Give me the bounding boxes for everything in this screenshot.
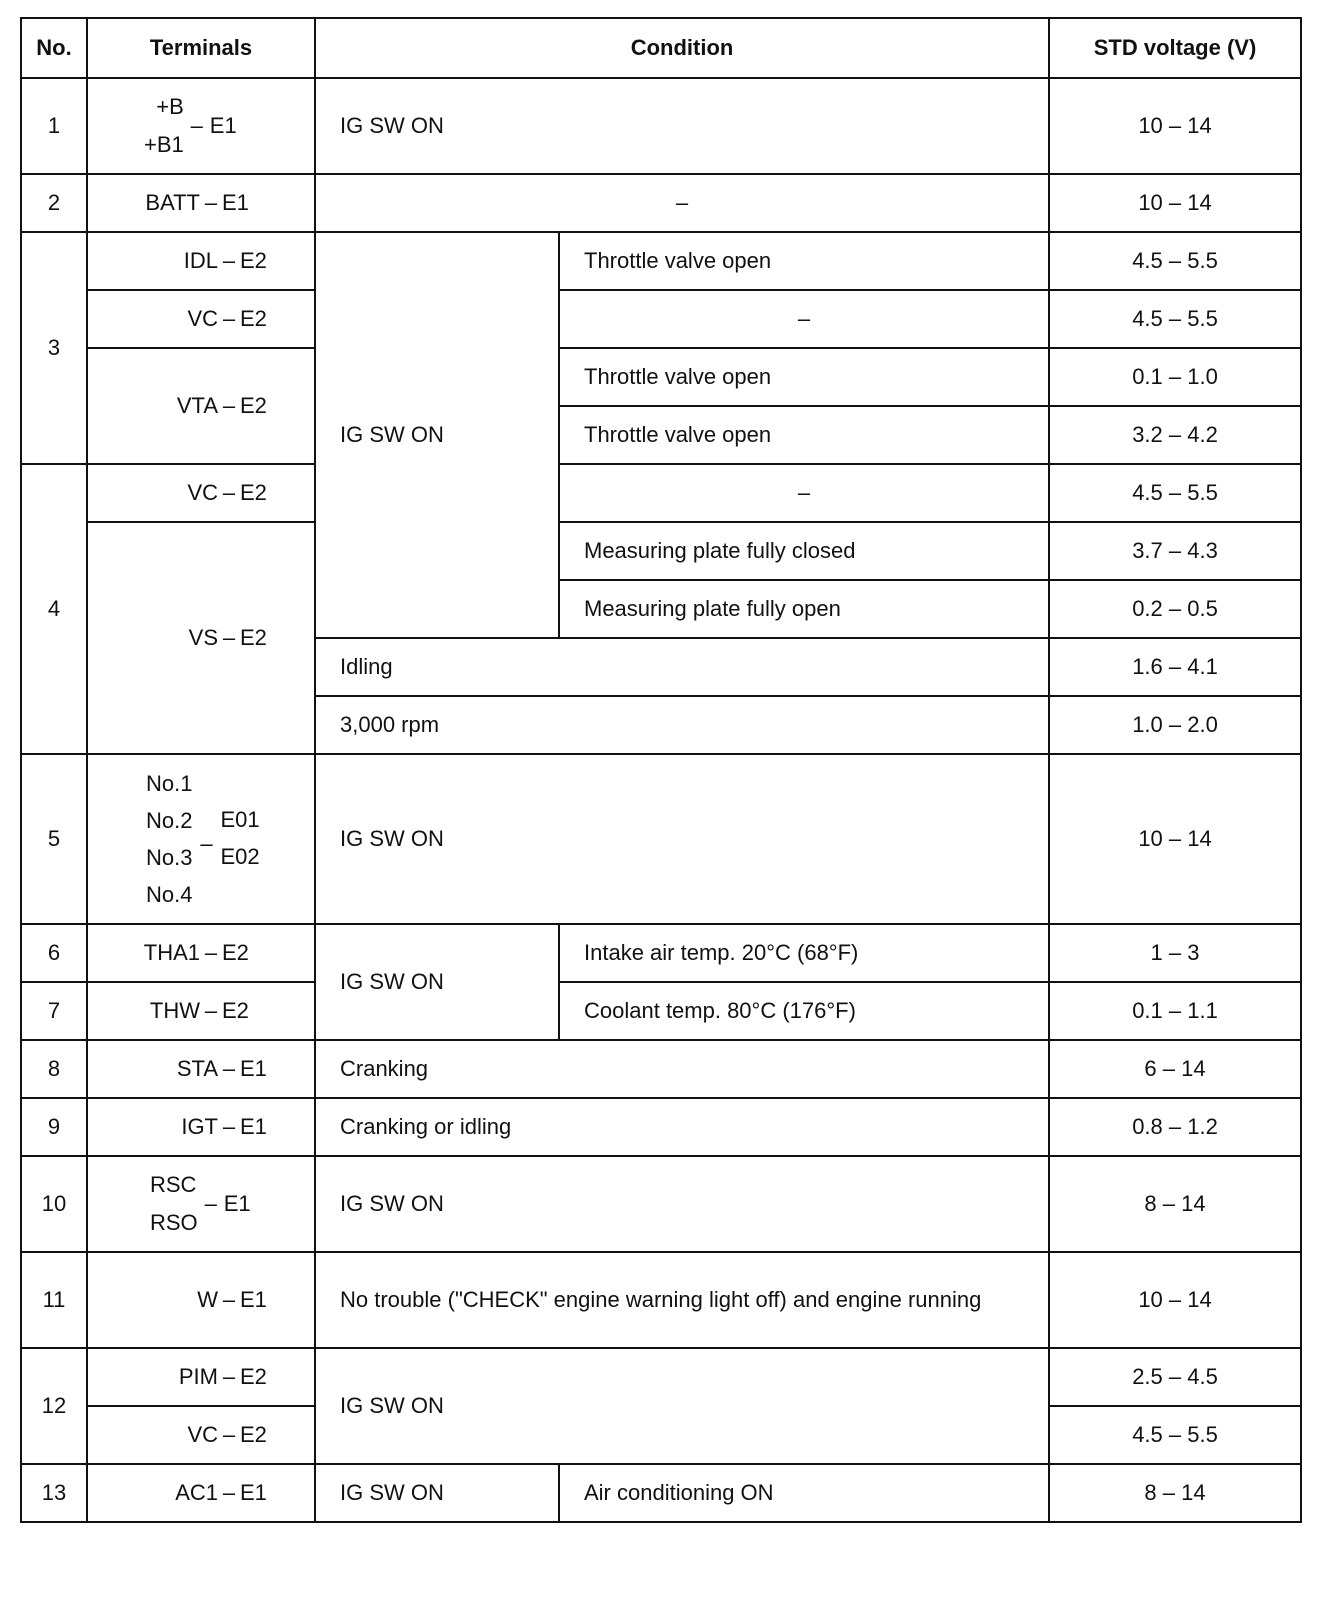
dash-separator: – <box>222 1287 236 1312</box>
row-number: 6 <box>21 924 87 982</box>
terminal-label: W <box>197 1287 218 1312</box>
voltage-cell: 8 – 14 <box>1049 1156 1301 1252</box>
terminal-label: THA1 <box>143 940 200 965</box>
voltage-cell: 4.5 – 5.5 <box>1049 1406 1301 1464</box>
terminal-cell <box>87 348 315 464</box>
table-row <box>21 982 1301 1040</box>
ground-label: E2 <box>240 480 267 505</box>
condition-detail-cell: Measuring plate fully open <box>559 580 1049 638</box>
table-row <box>21 522 1301 580</box>
header-terminals: Terminals <box>87 18 315 78</box>
row-number: 9 <box>21 1098 87 1156</box>
terminal-cell <box>87 78 315 174</box>
condition-cell: Cranking or idling <box>315 1098 1049 1156</box>
row-number: 7 <box>21 982 87 1040</box>
terminal-label: STA <box>176 1056 218 1081</box>
voltage-cell: 3.2 – 4.2 <box>1049 406 1301 464</box>
ground-label: E2 <box>240 306 267 331</box>
voltage-cell: 3.7 – 4.3 <box>1049 522 1301 580</box>
voltage-cell: 10 – 14 <box>1049 754 1301 924</box>
voltage-cell: 1 – 3 <box>1049 924 1301 982</box>
condition-detail-cell: Measuring plate fully closed <box>559 522 1049 580</box>
condition-cell: IG SW ON <box>315 754 1049 924</box>
row-number: 10 <box>21 1156 87 1252</box>
voltage-cell: 4.5 – 5.5 <box>1049 232 1301 290</box>
voltage-cell: 0.8 – 1.2 <box>1049 1098 1301 1156</box>
row-number: 2 <box>21 174 87 232</box>
terminal-cell <box>87 522 315 754</box>
ground-label: E2 <box>240 393 267 418</box>
table-row <box>21 1348 1301 1406</box>
table-row <box>21 464 1301 522</box>
terminal-label: VTA <box>176 393 218 418</box>
header-row <box>21 18 1301 78</box>
dash-separator: – <box>204 998 218 1023</box>
dash-separator: – <box>190 113 203 138</box>
terminal-label: IDL <box>183 248 218 273</box>
header-std-voltage: STD voltage (V) <box>1049 18 1301 78</box>
row-number: 3 <box>21 232 87 464</box>
table-row <box>21 290 1301 348</box>
voltage-cell: 2.5 – 4.5 <box>1049 1348 1301 1406</box>
condition-detail-cell: Throttle valve open <box>559 348 1049 406</box>
terminal-cell <box>87 464 315 522</box>
ground-label: E2 <box>222 940 249 965</box>
table-row <box>21 174 1301 232</box>
terminal-cell <box>87 1040 315 1098</box>
ground-label: E1 <box>222 190 249 215</box>
ground-label: E2 <box>240 1364 267 1389</box>
ground-label: E1 <box>240 1287 267 1312</box>
condition-cell: Idling <box>315 638 1049 696</box>
terminal-label: PIM <box>178 1364 218 1389</box>
voltage-cell: 0.1 – 1.1 <box>1049 982 1301 1040</box>
dash-separator: – <box>222 1364 236 1389</box>
row-number: 13 <box>21 1464 87 1522</box>
terminal-label: THW <box>149 998 200 1023</box>
ground-label: E1 <box>240 1056 267 1081</box>
voltage-cell: 0.1 – 1.0 <box>1049 348 1301 406</box>
terminal-cell <box>87 924 315 982</box>
voltage-cell: 10 – 14 <box>1049 78 1301 174</box>
voltage-cell: 10 – 14 <box>1049 1252 1301 1348</box>
table-row <box>21 1098 1301 1156</box>
condition-detail-cell: – <box>559 464 1049 522</box>
terminal-cell <box>87 754 315 924</box>
row-number: 4 <box>21 464 87 754</box>
row-number: 12 <box>21 1348 87 1464</box>
ground-label: E1 <box>240 1480 267 1505</box>
terminal-cell <box>87 1156 315 1252</box>
voltage-cell: 1.0 – 2.0 <box>1049 696 1301 754</box>
ground-label: E2 <box>240 248 267 273</box>
condition-detail-cell: Throttle valve open <box>559 232 1049 290</box>
table-row <box>21 1156 1301 1252</box>
terminal-label: No.4 <box>146 882 193 907</box>
ground-label: E1 <box>209 113 237 138</box>
condition-detail-cell: – <box>559 290 1049 348</box>
dash-separator: – <box>204 940 218 965</box>
condition-cell: 3,000 rpm <box>315 696 1049 754</box>
terminal-cell <box>87 982 315 1040</box>
condition-cell: IG SW ON <box>315 1348 1049 1464</box>
terminal-label: RSO <box>150 1210 198 1235</box>
table-row <box>21 924 1301 982</box>
terminal-label: +B1 <box>144 132 184 157</box>
terminal-label: VS <box>188 625 218 650</box>
condition-detail-cell: Air conditioning ON <box>559 1464 1049 1522</box>
header-no: No. <box>21 18 87 78</box>
condition-cell: IG SW ON <box>315 1464 559 1522</box>
table-row <box>21 232 1301 290</box>
terminal-label: +B <box>156 94 184 119</box>
terminal-cell <box>87 1252 315 1348</box>
dash-separator: – <box>200 831 213 856</box>
table-row <box>21 1252 1301 1348</box>
condition-cell: Cranking <box>315 1040 1049 1098</box>
row-number: 1 <box>21 78 87 174</box>
terminal-label: VC <box>187 306 218 331</box>
condition-cell: IG SW ON <box>315 924 559 1040</box>
dash-separator: – <box>222 625 236 650</box>
terminal-cell <box>87 290 315 348</box>
table-row <box>21 1040 1301 1098</box>
header-condition: Condition <box>315 18 1049 78</box>
table-row <box>21 754 1301 924</box>
table-row <box>21 348 1301 406</box>
dash-separator: – <box>222 248 236 273</box>
condition-cell: IG SW ON <box>315 78 1049 174</box>
ground-label: E1 <box>223 1191 251 1216</box>
ground-label: E01 <box>220 807 260 832</box>
condition-cell: – <box>315 174 1049 232</box>
dash-separator: – <box>204 1191 217 1216</box>
dash-separator: – <box>222 1480 236 1505</box>
terminal-cell <box>87 1406 315 1464</box>
table-row <box>21 78 1301 174</box>
terminal-label: VC <box>187 480 218 505</box>
condition-cell: IG SW ON <box>315 232 559 638</box>
voltage-cell: 0.2 – 0.5 <box>1049 580 1301 638</box>
terminal-cell <box>87 1098 315 1156</box>
terminal-label: VC <box>187 1422 218 1447</box>
condition-cell: IG SW ON <box>315 1156 1049 1252</box>
terminal-label: No.1 <box>146 771 193 796</box>
terminal-label: No.3 <box>146 845 193 870</box>
condition-detail-cell: Intake air temp. 20°C (68°F) <box>559 924 1049 982</box>
condition-detail-cell: Coolant temp. 80°C (176°F) <box>559 982 1049 1040</box>
voltage-cell: 8 – 14 <box>1049 1464 1301 1522</box>
row-number: 8 <box>21 1040 87 1098</box>
voltage-cell: 4.5 – 5.5 <box>1049 464 1301 522</box>
terminal-cell <box>87 1348 315 1406</box>
ground-label: E2 <box>222 998 249 1023</box>
terminal-label: RSC <box>150 1172 197 1197</box>
terminal-label: BATT <box>145 190 200 215</box>
ground-label: E02 <box>220 844 260 869</box>
dash-separator: – <box>222 1114 236 1139</box>
ground-label: E1 <box>240 1114 267 1139</box>
dash-separator: – <box>222 1056 236 1081</box>
voltage-cell: 10 – 14 <box>1049 174 1301 232</box>
dash-separator: – <box>204 190 218 215</box>
ground-label: E2 <box>240 1422 267 1447</box>
terminal-cell <box>87 232 315 290</box>
terminal-cell <box>87 174 315 232</box>
terminal-label: AC1 <box>175 1480 218 1505</box>
terminal-label: IGT <box>181 1114 218 1139</box>
dash-separator: – <box>222 1422 236 1447</box>
voltage-cell: 6 – 14 <box>1049 1040 1301 1098</box>
ground-label: E2 <box>240 625 267 650</box>
dash-separator: – <box>222 480 236 505</box>
dash-separator: – <box>222 306 236 331</box>
voltage-cell: 4.5 – 5.5 <box>1049 290 1301 348</box>
terminal-cell <box>87 1464 315 1522</box>
terminal-label: No.2 <box>146 808 193 833</box>
row-number: 11 <box>21 1252 87 1348</box>
table-row <box>21 1464 1301 1522</box>
voltage-cell: 1.6 – 4.1 <box>1049 638 1301 696</box>
dash-separator: – <box>222 393 236 418</box>
condition-cell: No trouble ("CHECK" engine warning light off) and engine running <box>315 1252 1049 1348</box>
row-number: 5 <box>21 754 87 924</box>
terminal-voltage-table <box>20 17 1302 1523</box>
condition-detail-cell: Throttle valve open <box>559 406 1049 464</box>
